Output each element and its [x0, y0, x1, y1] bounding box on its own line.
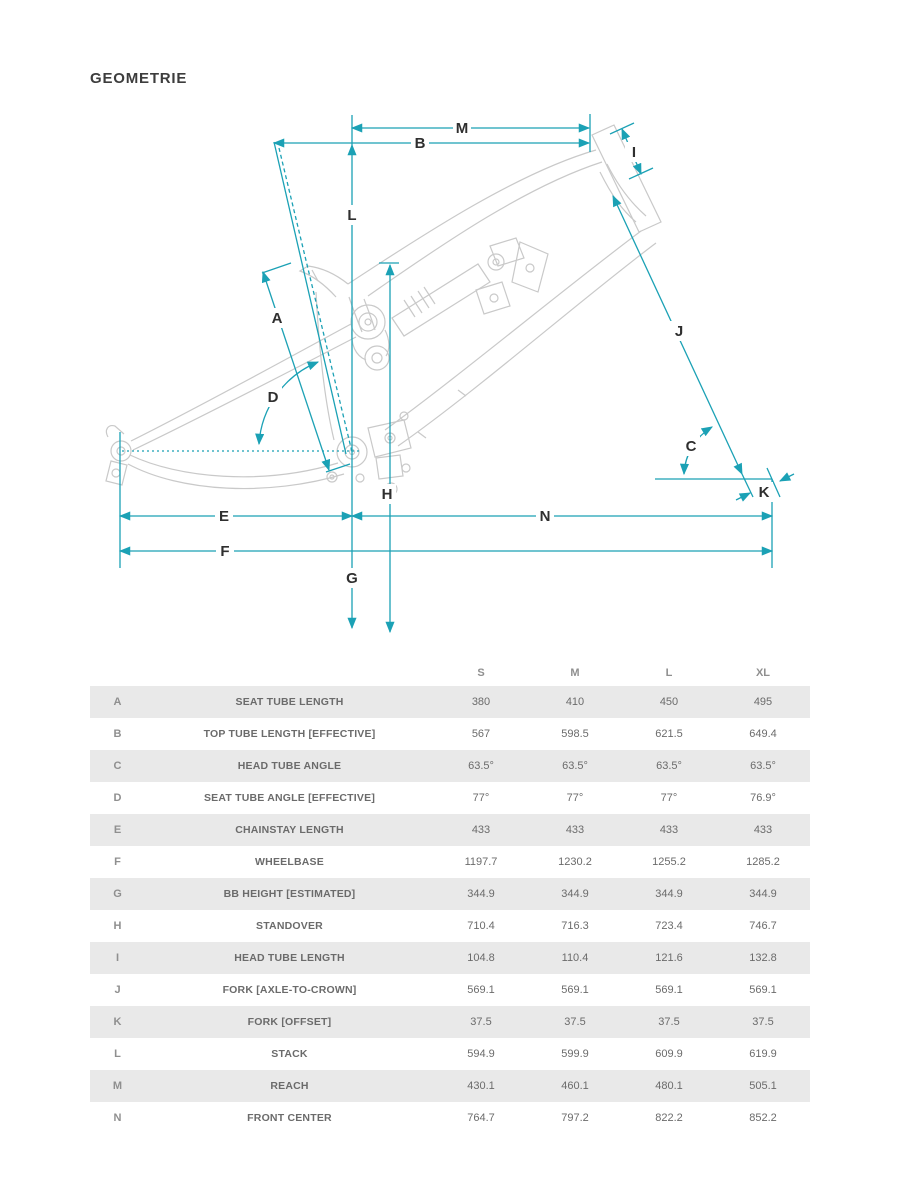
row-key: D [113, 792, 122, 804]
row-key: H [113, 920, 122, 932]
row-value: 460.1 [561, 1080, 589, 1092]
table-row [90, 1006, 810, 1038]
row-name: SEAT TUBE LENGTH [235, 696, 344, 708]
row-value: 410 [565, 696, 585, 708]
row-key: M [112, 1080, 123, 1092]
row-value: 380 [471, 696, 491, 708]
row-name: CHAINSTAY LENGTH [235, 824, 344, 836]
row-value: 37.5 [470, 1016, 492, 1028]
row-value: 621.5 [655, 728, 683, 740]
geometry-diagram [0, 100, 900, 660]
size-header-l: L [665, 666, 673, 679]
row-key: E [113, 824, 122, 836]
table-header-row [90, 659, 810, 686]
row-value: 797.2 [561, 1112, 589, 1124]
row-name: HEAD TUBE LENGTH [234, 952, 345, 964]
row-value: 1255.2 [652, 856, 686, 868]
dim-label-m: M [455, 120, 469, 137]
row-value: 450 [659, 696, 679, 708]
row-name: HEAD TUBE ANGLE [237, 760, 342, 772]
row-key: G [113, 888, 122, 900]
row-value: 569.1 [749, 984, 777, 996]
row-name: WHEELBASE [255, 856, 324, 868]
dim-label-a: A [271, 310, 283, 327]
row-key: F [114, 856, 121, 868]
row-value: 619.9 [749, 1048, 777, 1060]
row-name: FRONT CENTER [247, 1112, 332, 1124]
row-value: 1230.2 [558, 856, 592, 868]
row-value: 37.5 [658, 1016, 680, 1028]
row-value: 569.1 [655, 984, 683, 996]
page-title: GEOMETRIE [90, 70, 188, 87]
table-row [90, 878, 810, 910]
dim-label-i: I [631, 144, 637, 161]
row-value: 433 [471, 824, 491, 836]
row-value: 37.5 [564, 1016, 586, 1028]
row-value: 77° [660, 792, 678, 804]
row-name: REACH [270, 1080, 309, 1092]
dim-label-k: K [758, 484, 770, 501]
row-name: FORK [OFFSET] [247, 1016, 332, 1028]
row-value: 77° [472, 792, 490, 804]
row-name: TOP TUBE LENGTH [EFFECTIVE] [203, 728, 376, 740]
row-value: 1285.2 [746, 856, 780, 868]
row-value: 63.5° [656, 760, 682, 772]
row-key: L [114, 1048, 121, 1060]
row-value: 104.8 [467, 952, 495, 964]
row-value: 344.9 [655, 888, 683, 900]
dim-label-h: H [381, 486, 393, 503]
row-value: 723.4 [655, 920, 683, 932]
table-row [90, 942, 810, 974]
row-value: 63.5° [562, 760, 588, 772]
table-row [90, 974, 810, 1006]
size-header-xl: XL [755, 666, 771, 679]
row-value: 764.7 [467, 1112, 495, 1124]
table-row [90, 686, 810, 718]
row-key: B [113, 728, 122, 740]
row-value: 132.8 [749, 952, 777, 964]
dim-label-l: L [347, 207, 357, 224]
row-name: STANDOVER [256, 920, 323, 932]
row-value: 495 [753, 696, 773, 708]
row-value: 599.9 [561, 1048, 589, 1060]
row-name: BB HEIGHT [ESTIMATED] [223, 888, 356, 900]
row-value: 710.4 [467, 920, 495, 932]
row-value: 609.9 [655, 1048, 683, 1060]
row-value: 822.2 [655, 1112, 683, 1124]
row-key: J [114, 984, 121, 996]
row-name: FORK [AXLE-TO-CROWN] [222, 984, 357, 996]
row-name: SEAT TUBE ANGLE [EFFECTIVE] [203, 792, 376, 804]
row-value: 121.6 [655, 952, 683, 964]
row-value: 594.9 [467, 1048, 495, 1060]
row-value: 569.1 [561, 984, 589, 996]
dim-label-n: N [539, 508, 551, 525]
row-value: 76.9° [750, 792, 776, 804]
table-row [90, 846, 810, 878]
row-key: N [113, 1112, 122, 1124]
dim-label-b: B [414, 135, 426, 152]
geometry-table [90, 659, 810, 1134]
table-row [90, 750, 810, 782]
row-value: 110.4 [561, 952, 589, 964]
dim-label-f: F [220, 543, 230, 560]
row-value: 63.5° [750, 760, 776, 772]
row-value: 433 [753, 824, 773, 836]
table-row [90, 910, 810, 942]
dim-label-e: E [218, 508, 230, 525]
row-value: 505.1 [749, 1080, 777, 1092]
row-value: 480.1 [655, 1080, 683, 1092]
table-row [90, 814, 810, 846]
row-value: 598.5 [561, 728, 589, 740]
row-value: 433 [565, 824, 585, 836]
row-value: 77° [566, 792, 584, 804]
row-value: 569.1 [467, 984, 495, 996]
table-row [90, 1038, 810, 1070]
row-value: 649.4 [749, 728, 777, 740]
table-row [90, 718, 810, 750]
dim-label-c: C [685, 438, 697, 455]
row-key: C [113, 760, 122, 772]
table-row [90, 1102, 810, 1134]
row-key: I [115, 952, 120, 964]
row-value: 567 [471, 728, 491, 740]
row-value: 430.1 [467, 1080, 495, 1092]
size-header-s: S [477, 666, 485, 679]
table-row [90, 1070, 810, 1102]
dim-label-d: D [267, 389, 279, 406]
row-value: 716.3 [561, 920, 589, 932]
row-name: STACK [271, 1048, 308, 1060]
row-value: 344.9 [467, 888, 495, 900]
dim-label-j: J [674, 323, 684, 340]
row-value: 344.9 [749, 888, 777, 900]
row-key: A [113, 696, 122, 708]
row-value: 37.5 [752, 1016, 774, 1028]
row-value: 433 [659, 824, 679, 836]
row-key: K [113, 1016, 122, 1028]
row-value: 1197.7 [464, 856, 498, 868]
table-row [90, 782, 810, 814]
row-value: 852.2 [749, 1112, 777, 1124]
row-value: 63.5° [468, 760, 494, 772]
dim-label-g: G [346, 570, 358, 587]
size-header-m: M [570, 666, 580, 679]
bike-frame-drawing [106, 125, 661, 495]
row-value: 746.7 [749, 920, 777, 932]
row-value: 344.9 [561, 888, 589, 900]
